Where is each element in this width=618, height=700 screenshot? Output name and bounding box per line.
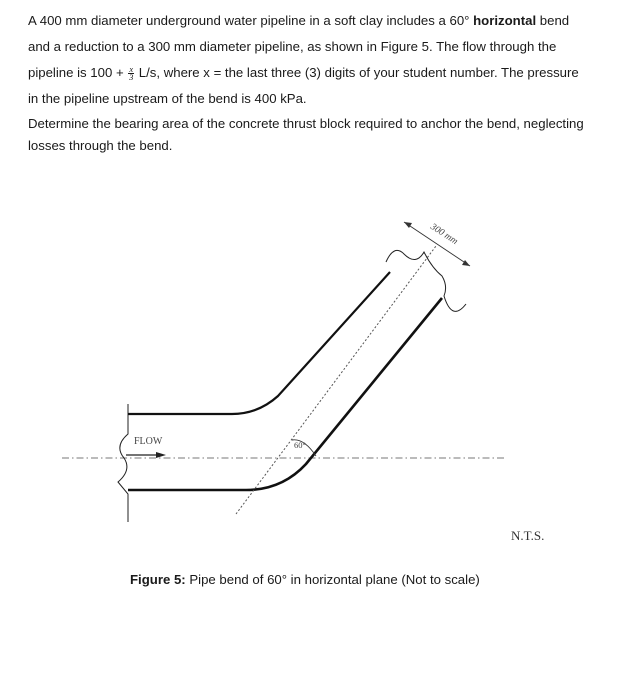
diameter-label: 300 mm <box>428 222 460 248</box>
flow-arrow-icon <box>156 452 166 458</box>
problem-paragraph-2: Determine the bearing area of the concrete thrust block required to anchor the bend, neglecting losses through the bend. <box>28 116 584 153</box>
pipe-top-wall <box>128 272 390 414</box>
bend-angle-line <box>236 246 436 514</box>
pipe-bottom-wall <box>128 298 442 490</box>
dimension-arrow-end-icon <box>462 260 470 266</box>
figure-caption: Figure 5: Pipe bend of 60° in horizontal plane (Not to scale) <box>130 572 480 587</box>
upstream-break-line <box>118 404 128 522</box>
not-to-scale-label: N.T.S. <box>511 528 545 543</box>
problem-paragraph-1: A 400 mm diameter underground water pipeline in a soft clay includes a 60° horizontal bend and a reduction to a 300 mm diameter pipeline, as shown in Figure 5. The flow through the pipeline is 100 + $\frac{x}{3}$ L/s, where x = the last three (3) digits of your student number. The pressure in the pipeline upstream of the bend is 400 kPa. <box>28 13 579 106</box>
dimension-arrow-start-icon <box>404 222 412 228</box>
angle-label: 60° <box>294 440 306 450</box>
flow-label: FLOW <box>134 436 163 447</box>
x-over-3-fraction: $\frac{x}{3}$ <box>129 64 134 83</box>
horizontal-emphasis: horizontal <box>473 13 537 28</box>
